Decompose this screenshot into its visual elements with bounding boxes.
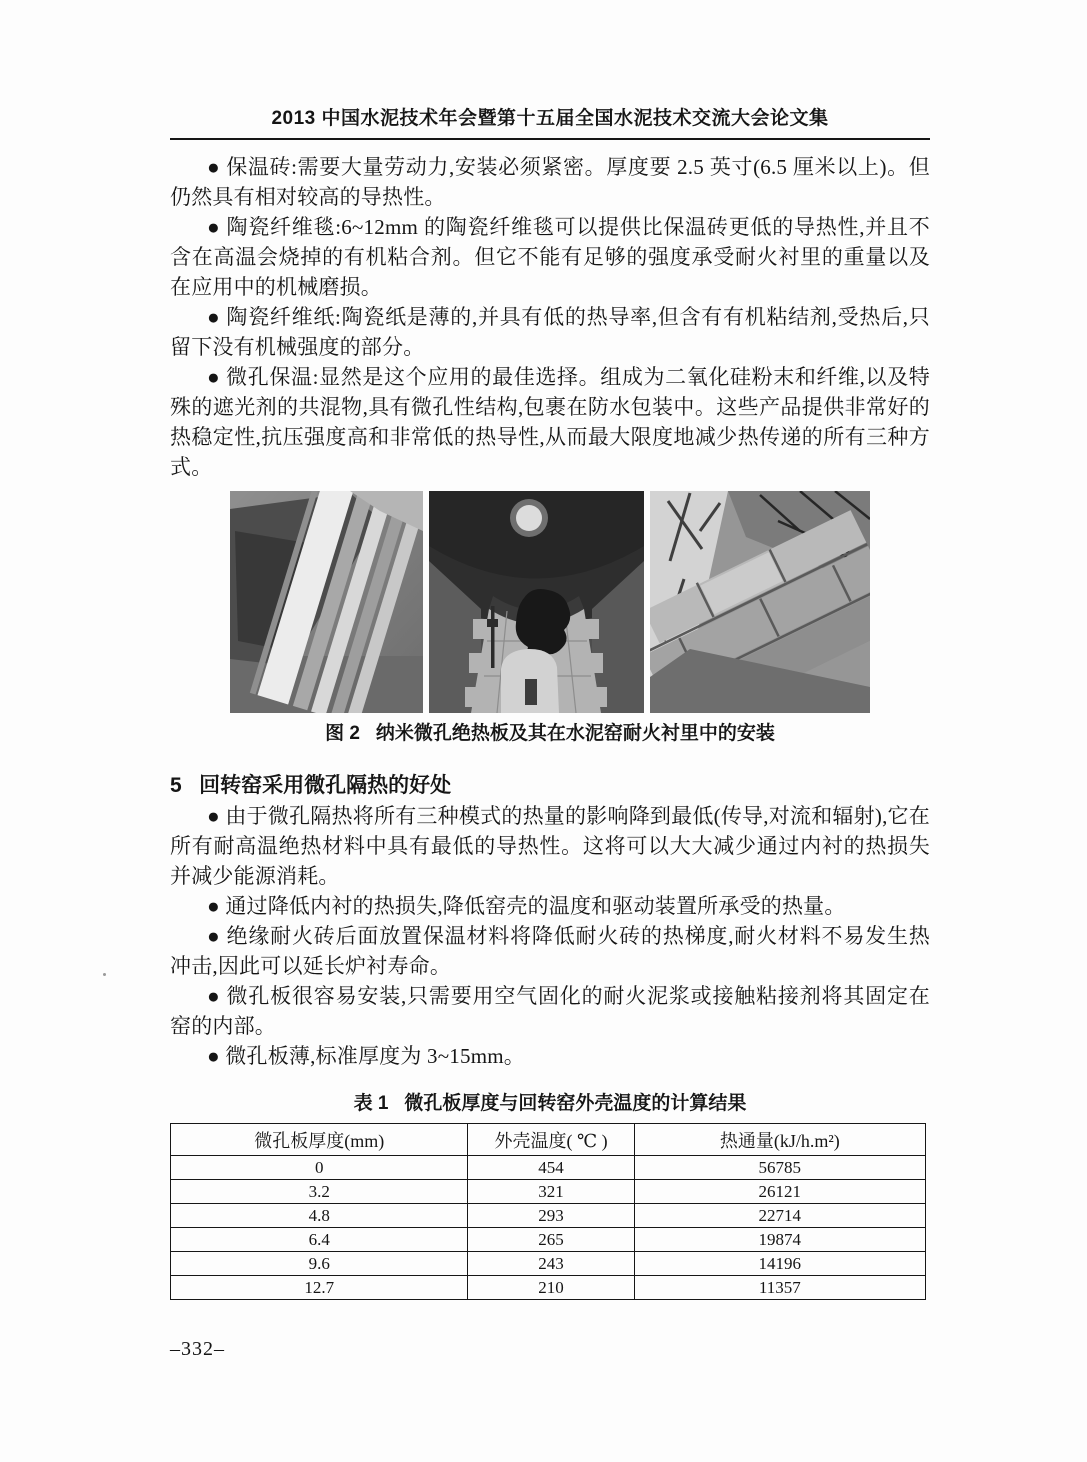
table-cell: 9.6 (171, 1252, 468, 1276)
table-cell: 3.2 (171, 1180, 468, 1204)
table-cell: 4.8 (171, 1204, 468, 1228)
table-cell: 19874 (634, 1228, 925, 1252)
table1-title: 表 1 微孔板厚度与回转窑外壳温度的计算结果 (353, 1093, 747, 1114)
table-row (171, 1228, 926, 1252)
table-cell: 293 (468, 1204, 634, 1228)
table-cell: 265 (468, 1228, 634, 1252)
figure2-caption: 图 2 纳米微孔绝热板及其在水泥窑耐火衬里中的安装 (325, 723, 775, 744)
table-cell: 454 (468, 1156, 634, 1180)
table1-col-thickness: 微孔板厚度(mm) (171, 1124, 468, 1156)
benefit-bullet-lower-shell-temperature: ● 通过降低内衬的热损失,降低窑壳的温度和驱动装置所承受的热量。 (207, 894, 846, 918)
table1-header-row (171, 1124, 926, 1156)
scan-artifact-dot (103, 973, 106, 976)
figure2-photo-strip (170, 491, 930, 713)
section5-heading: 5 回转窑采用微孔隔热的好处 (170, 774, 452, 797)
materials-bullet-ceramic-fiber-blanket: ● 陶瓷纤维毯:6~12mm 的陶瓷纤维毯可以提供比保温砖更低的导热性,并且不含在高温会烧掉的有机粘合剂。但它不能有足够的强度承受耐火衬里的重量以及在应用中的机械磨损。 (170, 215, 930, 299)
table-cell: 26121 (634, 1180, 925, 1204)
kiln-interior-installation-photo (429, 491, 644, 713)
table1-calculation-results (170, 1123, 926, 1300)
microporous-insulation-panels-photo (230, 491, 423, 713)
benefits-bullet-list (170, 801, 930, 1071)
table-cell: 0 (171, 1156, 468, 1180)
table-cell: 11357 (634, 1276, 925, 1300)
benefit-bullet-lowest-conductivity: ● 由于微孔隔热将所有三种模式的热量的影响降到最低(传导,对流和辐射),它在所有耐高温绝热材料中具有最低的导热性。这将可以大大减少通过内衬的热损失并减少能源消耗。 (170, 804, 930, 888)
table1-col-heat-flux: 热通量(kJ/h.m²) (634, 1124, 925, 1156)
table-row (171, 1180, 926, 1204)
benefit-bullet-thin-panels: ● 微孔板薄,标准厚度为 3~15mm。 (207, 1044, 525, 1068)
benefit-bullet-easy-installation: ● 微孔板很容易安装,只需要用空气固化的耐火泥浆或接触粘接剂将其固定在窑的内部。 (170, 984, 930, 1038)
table-row (171, 1276, 926, 1300)
table-cell: 22714 (634, 1204, 925, 1228)
table-cell: 14196 (634, 1252, 925, 1276)
benefit-bullet-reduced-thermal-gradient: ● 绝缘耐火砖后面放置保温材料将降低耐火砖的热梯度,耐火材料不易发生热冲击,因此可以延长炉衬寿命。 (170, 924, 930, 978)
materials-bullet-insulating-brick: ● 保温砖:需要大量劳动力,安装必须紧密。厚度要 2.5 英寸(6.5 厘米以上)。但仍然具有相对较高的导热性。 (170, 155, 930, 209)
table-cell: 210 (468, 1276, 634, 1300)
running-header: 2013 中国水泥技术年会暨第十五届全国水泥技术交流大会论文集 (271, 108, 829, 129)
header-rule (170, 138, 930, 140)
table-cell: 243 (468, 1252, 634, 1276)
table1-col-shell-temp: 外壳温度( ℃ ) (468, 1124, 634, 1156)
page-content (170, 0, 930, 1361)
page-number: –332– (170, 1338, 225, 1360)
table-row (171, 1204, 926, 1228)
table-row (171, 1156, 926, 1180)
refractory-brick-lining-photo (650, 491, 870, 713)
table-cell: 6.4 (171, 1228, 468, 1252)
materials-bullet-microporous-insulation: ● 微孔保温:显然是这个应用的最佳选择。组成为二氧化硅粉末和纤维,以及特殊的遮光剂的共混物,具有微孔性结构,包裹在防水包装中。这些产品提供非常好的热稳定性,抗压强度高和非常低的热导性,从而最大限度地减少热传递的所有三种方式。 (170, 365, 930, 479)
table-cell: 12.7 (171, 1276, 468, 1300)
table-row (171, 1252, 926, 1276)
table-cell: 321 (468, 1180, 634, 1204)
table-cell: 56785 (634, 1156, 925, 1180)
materials-bullet-list (170, 152, 930, 482)
materials-bullet-ceramic-fiber-paper: ● 陶瓷纤维纸:陶瓷纸是薄的,并具有低的热导率,但含有有机粘结剂,受热后,只留下没有机械强度的部分。 (170, 305, 930, 359)
